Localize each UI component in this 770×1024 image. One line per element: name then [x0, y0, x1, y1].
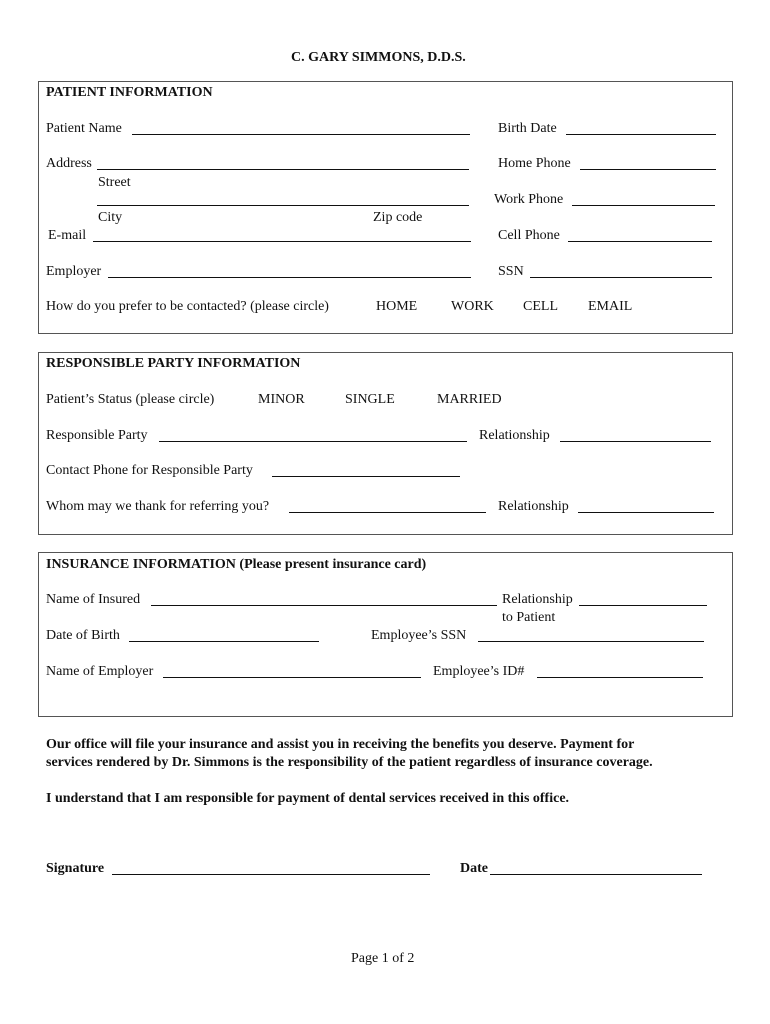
address-label: Address	[46, 156, 92, 171]
payment-acknowledgement: I understand that I am responsible for payment of dental services received in this office.	[46, 791, 570, 806]
contact-option-email[interactable]: EMAIL	[588, 299, 633, 314]
birth-date-field[interactable]	[566, 134, 716, 135]
relationship-label: Relationship	[479, 428, 550, 443]
contact-option-cell[interactable]: CELL	[523, 299, 558, 314]
email-label: E-mail	[48, 228, 87, 243]
insured-dob-field[interactable]	[129, 641, 319, 642]
responsible-party-label: Responsible Party	[46, 428, 148, 443]
patient-name-field[interactable]	[132, 134, 470, 135]
insurance-notice-line-1: Our office will file your insurance and assist you in receiving the benefits you deserve. Payment for	[46, 737, 635, 752]
contact-option-home[interactable]: HOME	[376, 299, 418, 314]
email-field[interactable]	[93, 241, 471, 242]
street-label: Street	[98, 175, 131, 190]
cell-phone-label: Cell Phone	[498, 228, 560, 243]
employer-field[interactable]	[108, 277, 471, 278]
patient-name-label: Patient Name	[46, 121, 122, 136]
referral-label: Whom may we thank for referring you?	[46, 499, 270, 514]
home-phone-label: Home Phone	[498, 156, 571, 171]
ssn-label: SSN	[498, 264, 524, 279]
responsible-party-heading: RESPONSIBLE PARTY INFORMATION	[46, 356, 301, 371]
work-phone-field[interactable]	[572, 205, 715, 206]
insurance-heading: INSURANCE INFORMATION (Please present insurance card)	[46, 557, 427, 572]
ssn-field[interactable]	[530, 277, 712, 278]
zip-code-label: Zip code	[373, 210, 423, 225]
practice-name: C. GARY SIMMONS, D.D.S.	[291, 50, 466, 65]
street-address-field[interactable]	[97, 169, 469, 170]
status-option-married[interactable]: MARRIED	[437, 392, 502, 407]
work-phone-label: Work Phone	[494, 192, 564, 207]
contact-option-work[interactable]: WORK	[451, 299, 494, 314]
employee-id-label: Employee’s ID#	[433, 664, 525, 679]
referral-relationship-field[interactable]	[578, 512, 714, 513]
insured-name-field[interactable]	[151, 605, 497, 606]
insured-relationship-label: Relationship	[502, 592, 573, 607]
contact-preference-label: How do you prefer to be contacted? (please circle)	[46, 299, 329, 314]
status-option-minor[interactable]: MINOR	[258, 392, 305, 407]
patient-status-label: Patient’s Status (please circle)	[46, 392, 215, 407]
city-label: City	[98, 210, 123, 225]
employee-ssn-label: Employee’s SSN	[371, 628, 467, 643]
to-patient-label: to Patient	[502, 610, 556, 625]
employee-id-field[interactable]	[537, 677, 703, 678]
employer-name-field[interactable]	[163, 677, 421, 678]
signature-field[interactable]	[112, 874, 430, 875]
signature-date-field[interactable]	[490, 874, 702, 875]
referral-field[interactable]	[289, 512, 486, 513]
insured-dob-label: Date of Birth	[46, 628, 120, 643]
contact-phone-field[interactable]	[272, 476, 460, 477]
insured-name-label: Name of Insured	[46, 592, 141, 607]
signature-label: Signature	[46, 861, 105, 876]
patient-info-heading: PATIENT INFORMATION	[46, 85, 213, 100]
employer-label: Employer	[46, 264, 102, 279]
referral-relationship-label: Relationship	[498, 499, 569, 514]
responsible-party-field[interactable]	[159, 441, 467, 442]
contact-phone-label: Contact Phone for Responsible Party	[46, 463, 253, 478]
status-option-single[interactable]: SINGLE	[345, 392, 395, 407]
home-phone-field[interactable]	[580, 169, 716, 170]
patient-info-section	[38, 81, 733, 334]
page-number: Page 1 of 2	[351, 951, 415, 966]
cell-phone-field[interactable]	[568, 241, 712, 242]
employer-name-label: Name of Employer	[46, 664, 154, 679]
insured-relationship-field[interactable]	[579, 605, 707, 606]
birth-date-label: Birth Date	[498, 121, 557, 136]
city-zip-field[interactable]	[97, 205, 469, 206]
insurance-notice-line-2: services rendered by Dr. Simmons is the responsibility of the patient regardless of insurance coverage.	[46, 755, 653, 770]
signature-date-label: Date	[460, 861, 488, 876]
relationship-field[interactable]	[560, 441, 711, 442]
employee-ssn-field[interactable]	[478, 641, 704, 642]
